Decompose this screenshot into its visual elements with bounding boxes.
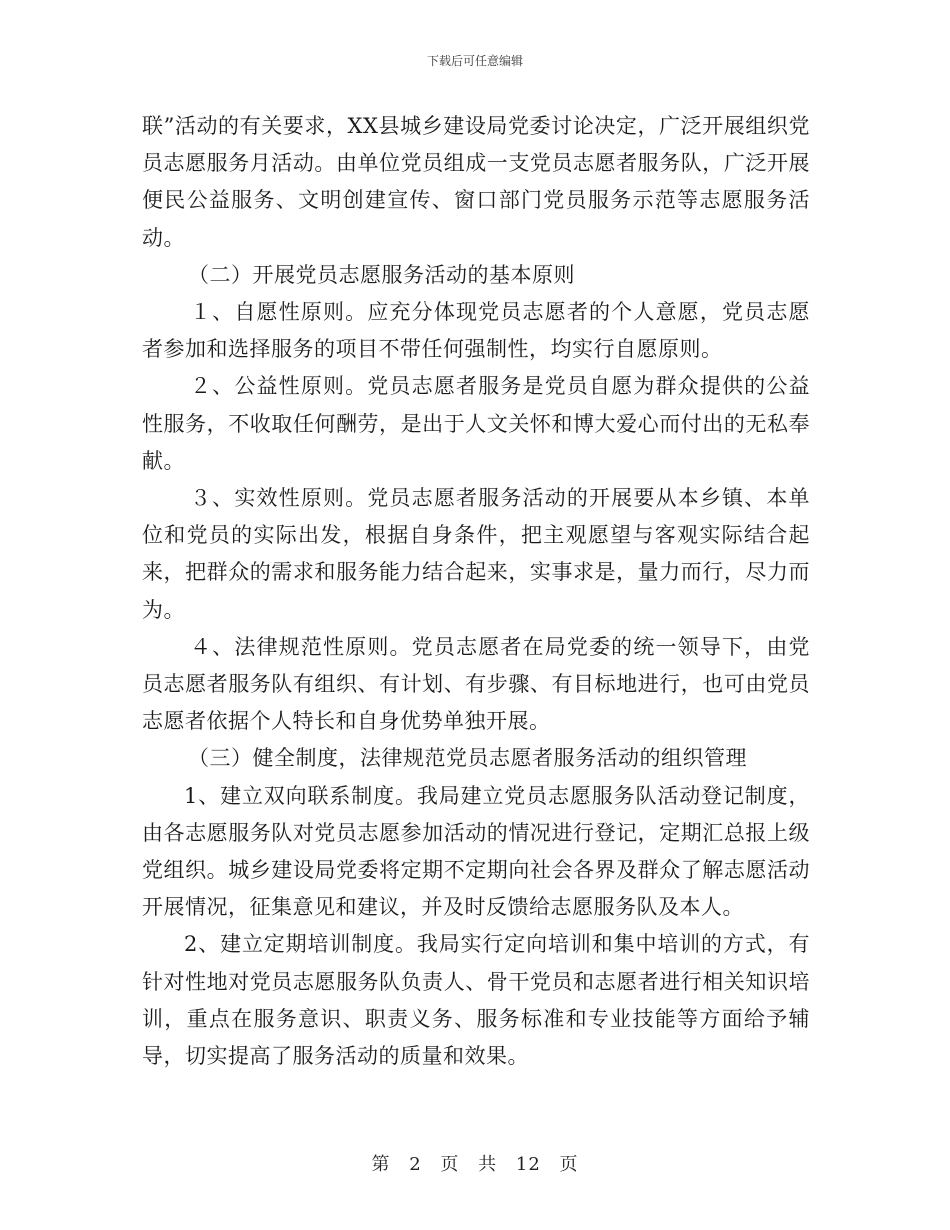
- section-heading-management: （三）健全制度，法律规范党员志愿者服务活动的组织管理: [188, 746, 747, 771]
- paragraph-principle-4: ４、法律规范性原则。党员志愿者在局党委的统一领导下，由党员志愿者服务队有组织、有计划、有步骤、有目标地进行，也可由党员志愿者依据个人特长和自身优势单独开展。: [142, 634, 810, 734]
- section-heading-principles: （二）开展党员志愿服务活动的基本原则: [188, 262, 575, 287]
- paragraph-principle-2: ２、公益性原则。党员志愿者服务是党员自愿为群众提供的公益性服务，不收取任何酬劳，是出于人文关怀和博大爱心而付出的无私奉献。: [142, 374, 810, 473]
- page-footer: [0, 1150, 950, 1176]
- paragraph-principle-1: １、自愿性原则。应充分体现党员志愿者的个人意愿，党员志愿者参加和选择服务的项目不带任何强制性，均实行自愿原则。: [142, 300, 810, 362]
- page-label-total: 共: [478, 1154, 498, 1175]
- page-current: 2: [409, 1154, 422, 1175]
- page-label-post: 页: [559, 1154, 579, 1175]
- paragraph-system-1: 1、建立双向联系制度。我局建立党员志愿服务队活动登记制度，由各志愿服务队对党员志愿参加活动的情况进行登记，定期汇总报上级党组织。城乡建设局党委将定期不定期向社会各界及群众了解志愿活动开展情况，征集意见和建议，并及时反馈给志愿服务队及本人。: [142, 783, 810, 920]
- page-total: 12: [515, 1154, 541, 1175]
- paragraph-system-2: 2、建立定期培训制度。我局实行定向培训和集中培训的方式，有针对性地对党员志愿服务队负责人、骨干党员和志愿者进行相关知识培训，重点在服务意识、职责义务、服务标准和专业技能等方面给予辅导，切实提高了服务活动的质量和效果。: [142, 932, 810, 1069]
- paragraph-intro: 联”活动的有关要求，XX县城乡建设局党委讨论决定，广泛开展组织党员志愿服务月活动。由单位党员组成一支党员志愿者服务队，广泛开展便民公益服务、文明创建宣传、窗口部门党员服务示范等志愿服务活动。: [142, 114, 810, 250]
- page-label-mid: 页: [440, 1154, 460, 1175]
- page-label-pre: 第: [371, 1154, 391, 1175]
- document-body: [142, 108, 810, 1075]
- page-header: 下载后可任意编辑: [426, 54, 523, 68]
- paragraph-principle-3: ３、实效性原则。党员志愿者服务活动的开展要从本乡镇、本单位和党员的实际出发，根据自身条件，把主观愿望与客观实际结合起来，把群众的需求和服务能力结合起来，实事求是，量力而行，尽力而为。: [142, 486, 810, 622]
